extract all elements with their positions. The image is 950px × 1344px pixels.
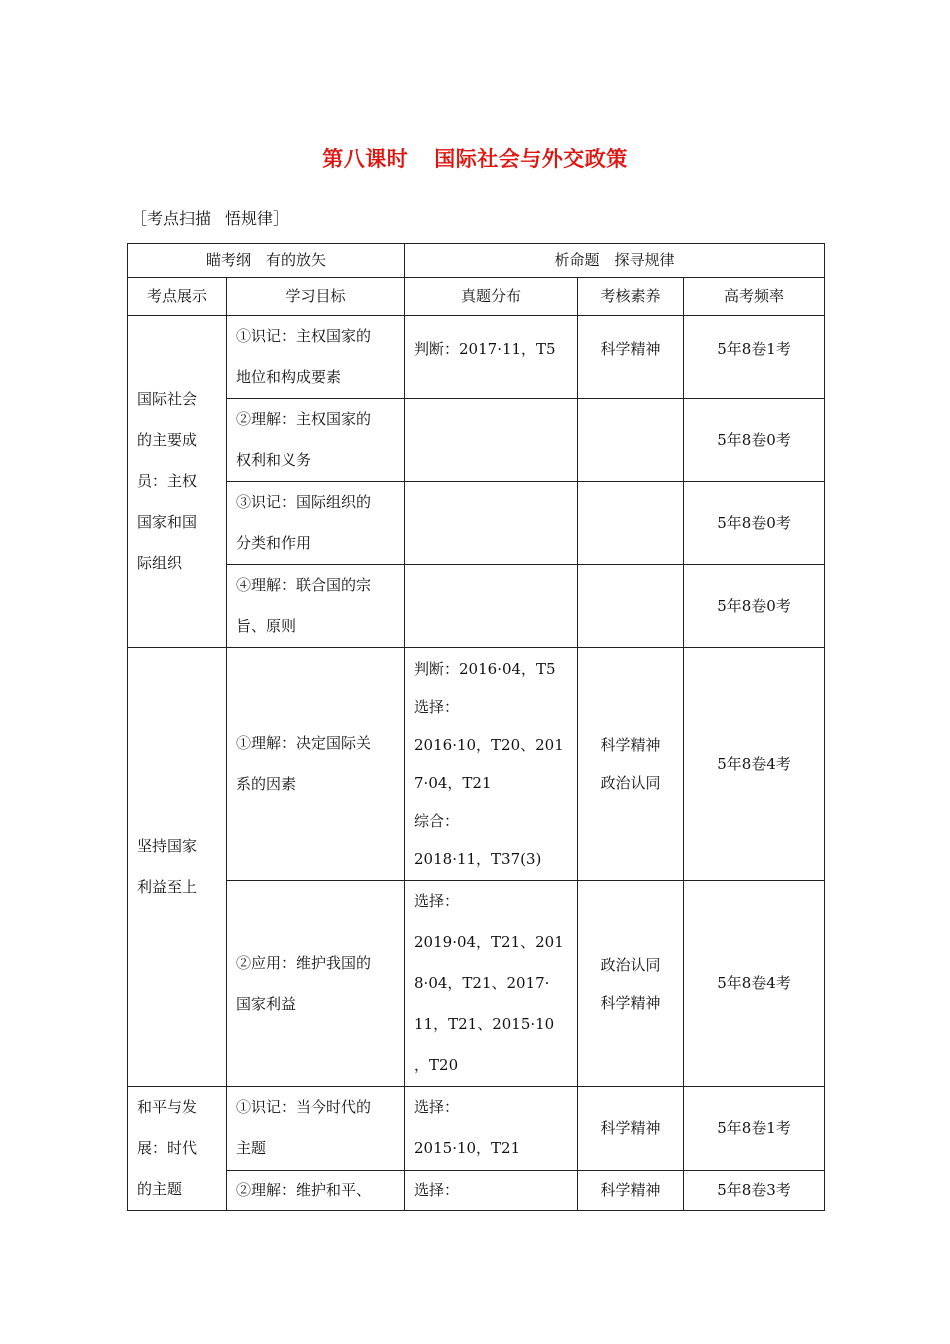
topic-line: 际组织 [137, 554, 183, 572]
distribution-cell: 判断：2017·11，T5 [405, 316, 578, 399]
topic-line: 和平与发 [137, 1098, 198, 1116]
distribution-line: 选择： [414, 1098, 460, 1117]
goal-line: ③识记：国际组织的 [236, 493, 372, 511]
topic-cell-international-society [128, 316, 227, 648]
literacy-cell [578, 482, 684, 565]
distribution-line: 7·04，T21 [414, 774, 492, 792]
distribution-line: 选择： [414, 698, 460, 716]
frequency-cell: 5年8卷1考 [684, 1087, 825, 1171]
literacy-line: 科学精神 [600, 736, 661, 754]
table-row [128, 316, 825, 399]
goal-cell [227, 565, 405, 648]
col-header-distribution: 真题分布 [405, 278, 578, 316]
distribution-line: 综合： [414, 812, 460, 830]
goal-line: ①理解：决定国际关 [236, 734, 372, 752]
goal-cell: ②理解：维护和平、 [227, 1170, 405, 1210]
goal-line: ②应用：维护我国的 [236, 953, 372, 972]
frequency-cell: 5年8卷4考 [684, 881, 825, 1087]
table-column-header-row [128, 278, 825, 316]
literacy-line: 政治认同 [600, 955, 661, 974]
title-part1: 第八课时 [322, 147, 409, 171]
distribution-line: 2016·10，T20、201 [414, 736, 564, 754]
goal-line: 分类和作用 [236, 534, 312, 552]
literacy-cell: 科学精神 [578, 316, 684, 399]
group-header-right: 析命题 探寻规律 [405, 244, 825, 278]
goal-line: 权利和义务 [236, 451, 312, 469]
topic-cell-national-interest [128, 648, 227, 1087]
literacy-line: 政治认同 [600, 774, 661, 792]
goal-line: 系的因素 [236, 775, 297, 793]
literacy-cell [578, 648, 684, 881]
topic-line: 员：主权 [137, 472, 198, 490]
goal-cell [227, 482, 405, 565]
table-row [128, 881, 825, 1087]
distribution-line: 判断：2016·04，T5 [414, 660, 556, 678]
col-header-literacy: 考核素养 [578, 278, 684, 316]
goal-cell [227, 881, 405, 1087]
goal-line: ②理解：主权国家的 [236, 410, 372, 428]
topic-line: 国际社会 [137, 390, 198, 408]
goal-cell [227, 399, 405, 482]
literacy-line: 科学精神 [600, 993, 661, 1012]
goal-line: ④理解：联合国的宗 [236, 576, 372, 594]
topic-line: 国家和国 [137, 513, 198, 531]
literacy-cell: 科学精神 [578, 1087, 684, 1171]
distribution-line: 8·04，T21、2017· [414, 974, 550, 992]
literacy-cell [578, 881, 684, 1087]
table-group-header-row [128, 244, 825, 278]
literacy-cell: 科学精神 [578, 1170, 684, 1210]
goal-line: 旨、原则 [236, 617, 297, 635]
table-row [128, 399, 825, 482]
distribution-line: 11，T21、2015·10 [414, 1015, 555, 1033]
topic-line: 坚持国家 [137, 837, 198, 855]
frequency-cell: 5年8卷0考 [684, 399, 825, 482]
frequency-cell: 5年8卷3考 [684, 1170, 825, 1210]
table-row [128, 1170, 825, 1210]
table-row [128, 1087, 825, 1171]
table-row [128, 648, 825, 881]
topic-line: 的主题 [137, 1180, 183, 1198]
distribution-cell [405, 482, 578, 565]
distribution-cell [405, 1087, 578, 1171]
goal-line: ①识记：当今时代的 [236, 1098, 372, 1117]
distribution-line: 2019·04，T21、201 [414, 933, 564, 951]
goal-line: 地位和构成要素 [236, 368, 342, 386]
col-header-topic: 考点展示 [128, 278, 227, 316]
frequency-cell: 5年8卷4考 [684, 648, 825, 881]
literacy-cell [578, 565, 684, 648]
distribution-cell [405, 399, 578, 482]
topic-line: 展：时代 [137, 1139, 198, 1157]
section-heading-part1: ［考点扫描 [131, 209, 212, 228]
frequency-cell: 5年8卷0考 [684, 565, 825, 648]
goal-cell [227, 1087, 405, 1171]
table-row [128, 482, 825, 565]
goal-line: ①识记：主权国家的 [236, 327, 372, 345]
section-heading [131, 206, 289, 229]
group-header-left: 瞄考纲 有的放矢 [128, 244, 405, 278]
topic-line: 利益至上 [137, 878, 198, 896]
exam-points-table [127, 243, 825, 1211]
goal-line: 国家利益 [236, 994, 297, 1013]
lesson-title [0, 143, 950, 173]
distribution-cell [405, 565, 578, 648]
literacy-cell [578, 399, 684, 482]
distribution-line: 2018·11，T37(3) [414, 850, 542, 868]
goal-cell [227, 316, 405, 399]
topic-cell-peace-development [128, 1087, 227, 1211]
distribution-line: 选择： [414, 892, 460, 910]
distribution-cell [405, 881, 578, 1087]
goal-cell [227, 648, 405, 881]
distribution-cell: 选择： [405, 1170, 578, 1210]
title-part2: 国际社会与外交政策 [434, 147, 628, 171]
frequency-cell: 5年8卷1考 [684, 316, 825, 399]
table-row [128, 565, 825, 648]
distribution-cell [405, 648, 578, 881]
section-heading-part2: 悟规律］ [225, 209, 290, 228]
distribution-line: 2015·10，T21 [414, 1139, 521, 1158]
goal-line: 主题 [236, 1139, 267, 1158]
col-header-frequency: 高考频率 [684, 278, 825, 316]
col-header-goal: 学习目标 [227, 278, 405, 316]
frequency-cell: 5年8卷0考 [684, 482, 825, 565]
topic-line: 的主要成 [137, 431, 198, 449]
distribution-line: ，T20 [414, 1056, 459, 1074]
